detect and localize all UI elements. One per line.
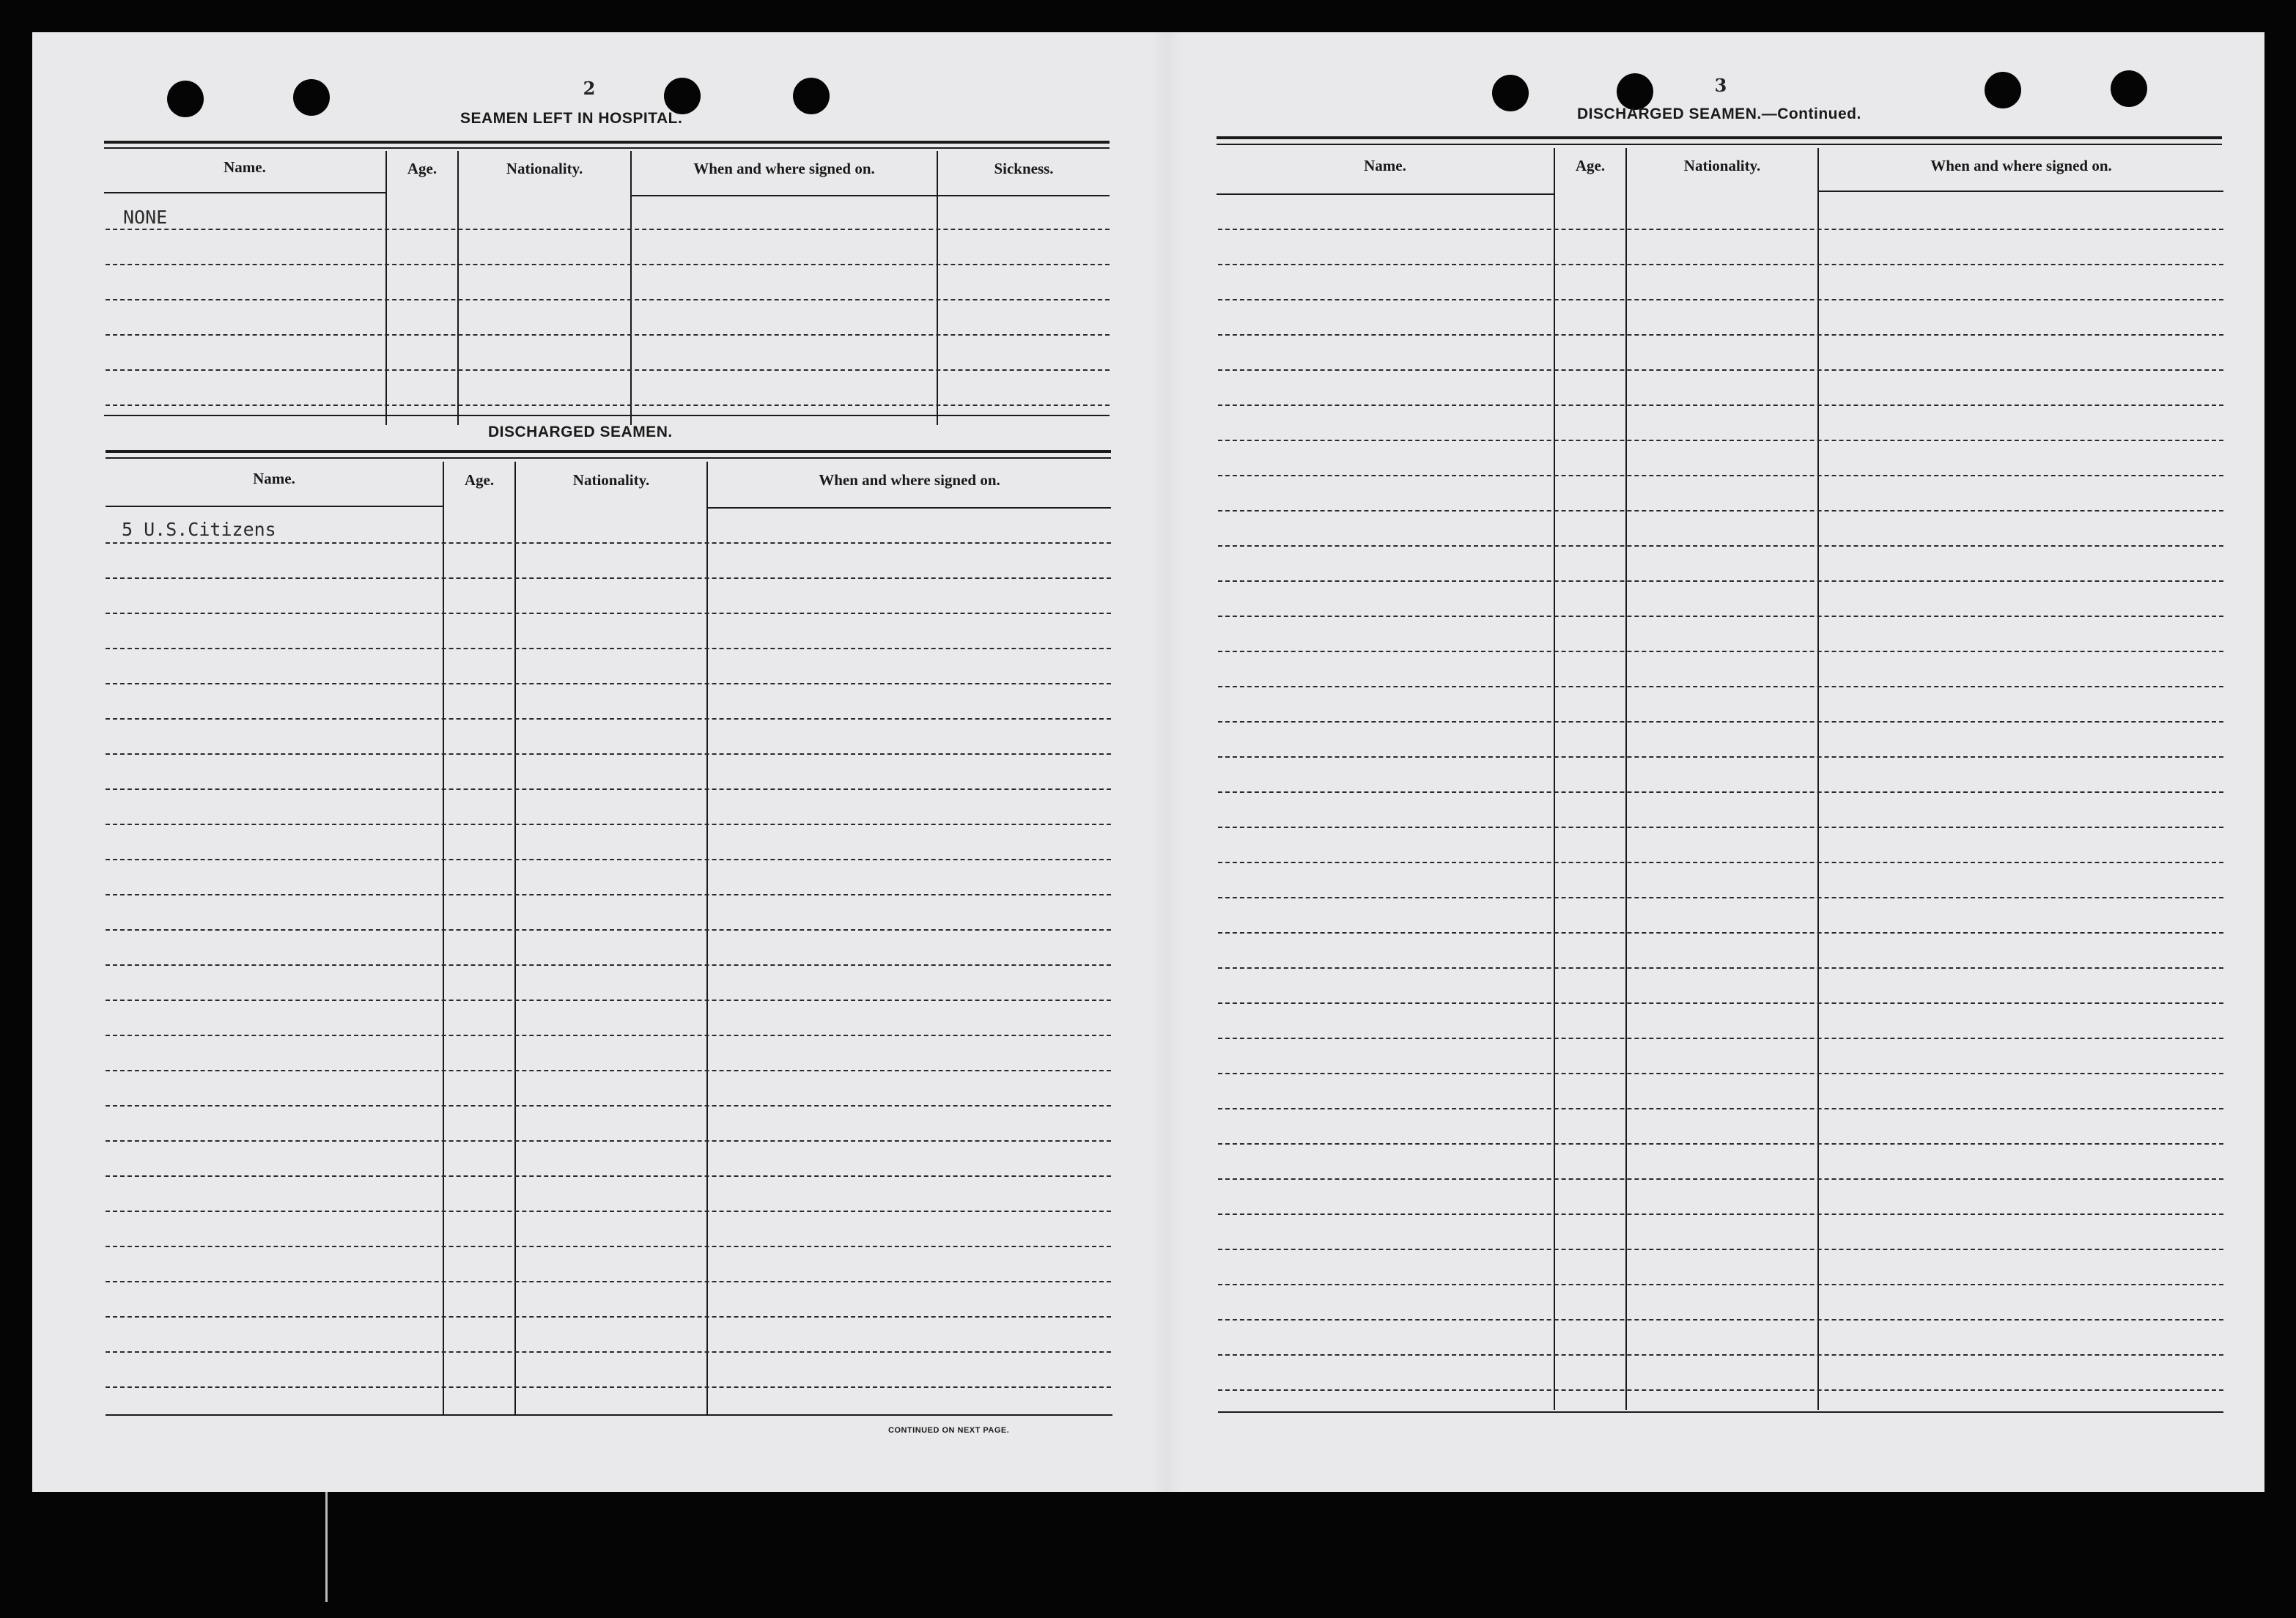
hospital-col-divider — [385, 151, 387, 425]
discharged-col-age: Age. — [464, 471, 495, 489]
continued-col-divider — [1817, 148, 1819, 1410]
page-number: 3 — [1714, 75, 1727, 96]
hospital-col-sickness: Sickness. — [994, 160, 1054, 177]
ruled-line — [106, 753, 1111, 755]
ruled-line — [1218, 334, 2223, 336]
ruled-line — [106, 788, 1111, 790]
ruled-line — [106, 404, 1110, 406]
ruled-line — [1218, 791, 2223, 793]
ruled-line — [1218, 1143, 2223, 1145]
ruled-line — [1218, 721, 2223, 723]
ruled-line — [1218, 686, 2223, 687]
continued-col-nationality: Nationality. — [1683, 157, 1761, 174]
ruled-line — [106, 1211, 1111, 1212]
continued-table-top-rule-2 — [1217, 144, 2222, 145]
continued-col-divider — [1554, 148, 1555, 1410]
ruled-line — [1218, 932, 2223, 934]
discharged-continued-title: DISCHARGED SEAMEN.—Continued. — [1577, 106, 1861, 122]
discharged-section-title: DISCHARGED SEAMEN. — [488, 424, 673, 440]
ruled-line — [106, 334, 1110, 336]
ruled-line — [106, 683, 1111, 684]
ruled-line — [1218, 229, 2223, 230]
ruled-line — [106, 824, 1111, 825]
ruled-line — [106, 718, 1111, 720]
ruled-line — [106, 1351, 1111, 1353]
continued-col-signed-on: When and where signed on. — [1930, 157, 2112, 174]
discharged-header-underline — [708, 507, 1111, 509]
ruled-line — [1218, 1354, 2223, 1356]
film-scratch — [325, 1492, 328, 1602]
discharged-entry-name: 5 U.S.Citizens — [122, 519, 276, 540]
ruled-line — [1218, 299, 2223, 300]
ruled-line — [106, 264, 1110, 265]
ruled-line — [1218, 1389, 2223, 1391]
ruled-line — [1218, 545, 2223, 547]
hospital-header-underline — [632, 195, 1110, 196]
ruled-line — [1218, 510, 2223, 511]
continued-table-bottom-rule — [1218, 1411, 2223, 1413]
hospital-col-divider — [630, 151, 632, 425]
discharged-col-divider — [514, 462, 516, 1414]
ruled-line — [1218, 967, 2223, 969]
continued-note: CONTINUED ON NEXT PAGE. — [888, 1426, 1010, 1435]
ruled-line — [1218, 1108, 2223, 1109]
discharged-table-top-rule — [106, 450, 1111, 453]
discharged-col-name: Name. — [253, 470, 295, 487]
ruled-line — [1218, 264, 2223, 265]
ruled-line — [1218, 1002, 2223, 1004]
ruled-line — [106, 613, 1111, 614]
ruled-line — [1218, 827, 2223, 828]
ruled-line — [1218, 1249, 2223, 1250]
ruled-line — [106, 299, 1110, 300]
ruled-line — [1218, 440, 2223, 441]
ruled-line — [1218, 580, 2223, 582]
hospital-entry-name: NONE — [123, 207, 168, 228]
ruled-line — [1218, 897, 2223, 898]
ruled-line — [106, 369, 1110, 371]
ruled-line — [106, 1035, 1111, 1036]
ruled-line — [106, 1246, 1111, 1247]
ruled-line — [1218, 616, 2223, 617]
ruled-line — [106, 229, 1110, 230]
ruled-line — [106, 964, 1111, 966]
left-page — [32, 32, 1152, 1492]
hospital-col-nationality: Nationality. — [506, 160, 583, 177]
scanned-document — [32, 32, 2264, 1492]
ruled-line — [1218, 404, 2223, 406]
ruled-line — [106, 577, 1111, 579]
hospital-table-top-rule-2 — [104, 147, 1110, 149]
ruled-line — [106, 1000, 1111, 1001]
ruled-line — [1218, 1178, 2223, 1180]
continued-col-name: Name. — [1364, 157, 1406, 174]
discharged-col-divider — [443, 462, 444, 1414]
page-fold — [1152, 32, 1181, 1492]
ruled-line — [1218, 369, 2223, 371]
hospital-col-name: Name. — [224, 158, 266, 176]
discharged-col-nationality: Nationality. — [572, 471, 650, 489]
hospital-col-signed-on: When and where signed on. — [693, 160, 875, 177]
discharged-col-signed-on: When and where signed on. — [819, 471, 1000, 489]
ruled-line — [106, 648, 1111, 649]
right-page — [1181, 32, 2264, 1492]
discharged-col-divider — [706, 462, 708, 1414]
ruled-line — [106, 542, 1111, 544]
discharged-header-underline — [106, 506, 443, 507]
continued-col-divider — [1625, 148, 1627, 1410]
continued-header-underline — [1819, 191, 2223, 192]
ruled-line — [1218, 1284, 2223, 1285]
hospital-header-underline — [104, 192, 385, 193]
discharged-table-top-rule-2 — [106, 457, 1111, 459]
hospital-section-title: SEAMEN LEFT IN HOSPITAL. — [460, 110, 683, 127]
hospital-table-bottom-rule — [104, 415, 1110, 416]
ruled-line — [106, 1140, 1111, 1142]
ruled-line — [106, 1386, 1111, 1388]
ruled-line — [1218, 651, 2223, 652]
ruled-line — [106, 1105, 1111, 1107]
ruled-line — [1218, 1319, 2223, 1320]
page-number: 2 — [583, 78, 596, 99]
ruled-line — [106, 1316, 1111, 1318]
hospital-col-age: Age. — [407, 160, 438, 177]
continued-col-age: Age. — [1575, 157, 1606, 174]
discharged-table-bottom-rule — [106, 1414, 1112, 1416]
continued-table-top-rule — [1217, 136, 2222, 139]
continued-header-underline — [1217, 193, 1554, 195]
ruled-line — [1218, 1073, 2223, 1074]
hospital-col-divider — [937, 151, 938, 425]
hospital-table-top-rule — [104, 141, 1110, 144]
ruled-line — [1218, 862, 2223, 863]
ruled-line — [106, 894, 1111, 895]
ruled-line — [106, 1070, 1111, 1071]
ruled-line — [106, 929, 1111, 931]
hospital-col-divider — [457, 151, 459, 425]
ruled-line — [1218, 475, 2223, 476]
ruled-line — [1218, 756, 2223, 758]
ruled-line — [106, 859, 1111, 860]
ruled-line — [106, 1175, 1111, 1177]
ruled-line — [106, 1281, 1111, 1282]
ruled-line — [1218, 1038, 2223, 1039]
ruled-line — [1218, 1214, 2223, 1215]
